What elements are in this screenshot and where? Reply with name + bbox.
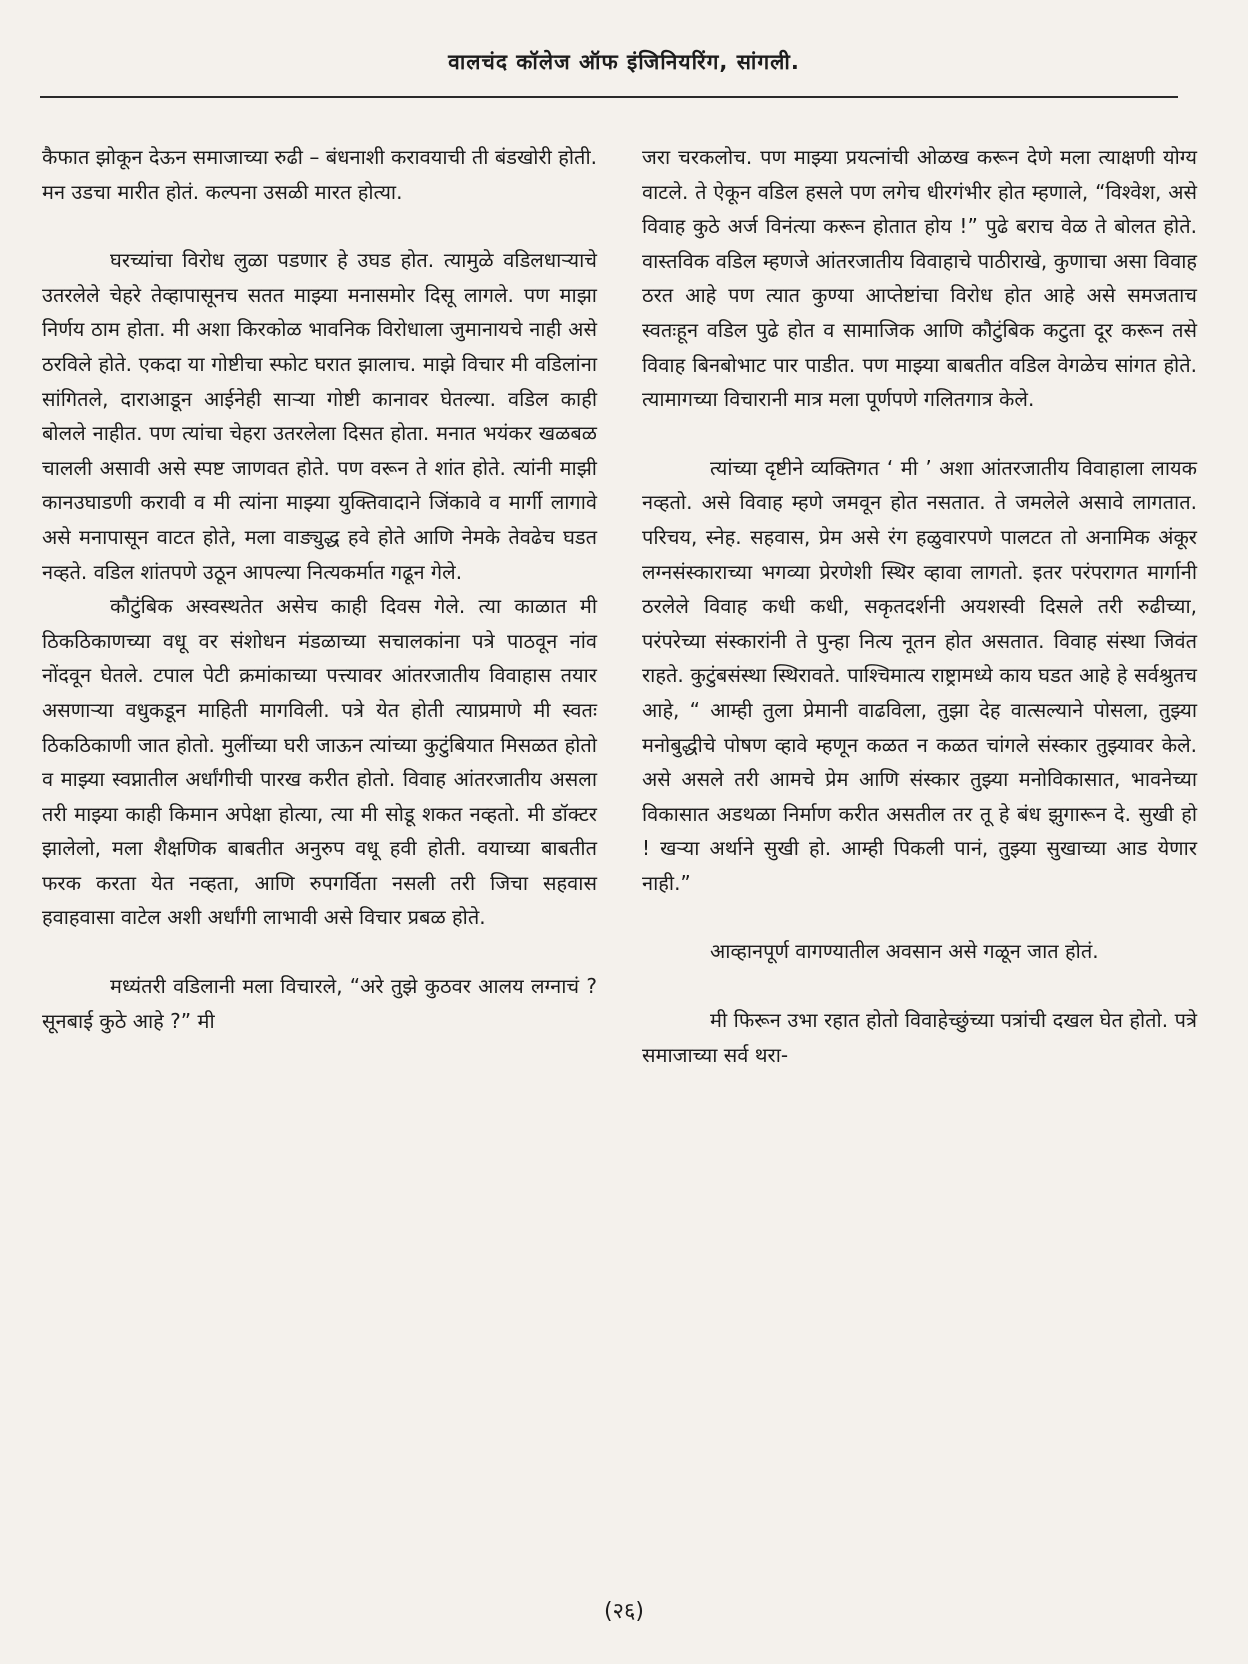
right-column [642, 140, 1197, 1072]
left-paragraph-2: घरच्यांचा विरोध लुळा पडणार हे उघड होत. त्यामुळे वडिलधाऱ्याचे उतरलेले चेहरे तेव्हापासूनच सतत माझ्या मनासमोर दिसू लागले. पण माझा निर्णय ठाम होता. मी अशा किरकोळ भावनिक विरोधाला जुमानायचे नाही असे ठरविले होते. एकदा या गोष्टीचा स्फोट घरात झालाच. माझे विचार मी वडिलांना सांगितले, दाराआडून आईनेही साऱ्या गोष्टी कानावर घेतल्या. वडिल काही बोलले नाहीत. पण त्यांचा चेहरा उतरलेला दिसत होता. मनात भयंकर खळबळ चालली असावी असे स्पष्ट जाणवत होते. पण वरून ते शांत होते. त्यांनी माझी कानउघाडणी करावी व मी त्यांना माझ्या युक्तिवादाने जिंकावे व मार्गी लागावे असे मनापासून वाटत होते, मला वाङ्युद्ध हवे होते आणि नेमके तेवढेच घडत नव्हते. वडिल शांतपणे उठून आपल्या नित्यकर्मात गढून गेले. [42, 248, 597, 584]
page-number: (२६) [603, 1599, 645, 1624]
right-paragraph-4: मी फिरून उभा रहात होतो विवाहेच्छुंच्या पत्रांची दखल घेत होतो. पत्रे समाजाच्या सर्व थरा- [642, 1008, 1197, 1067]
left-paragraph-3: कौटुंबिक अस्वस्थतेत असेच काही दिवस गेले. त्या काळात मी ठिकठिकाणच्या वधू वर संशोधन मंडळाच्या सचालकांना पत्रे पाठवून नांव नोंदवून घेतले. टपाल पेटी क्रमांकाच्या पत्त्यावर आंतरजातीय विवाहास तयार असणाऱ्या वधुकडून माहिती मागविली. पत्रे येत होती त्याप्रमाणे मी स्वतः ठिकठिकाणी जात होतो. मुलींच्या घरी जाऊन त्यांच्या कुटुंबियात मिसळत होतो व माझ्या स्वप्नातील अर्धांगीची पारख करीत होतो. विवाह आंतरजातीय असला तरी माझ्या काही किमान अपेक्षा होत्या, त्या मी सोडू शकत नव्हतो. मी डॉक्टर झालेलो, मला शैक्षणिक बाबतीत अनुरुप वधू हवी होती. वयाच्या बाबतीत फरक करता येत नव्हता, आणि रुपगर्विता नसली तरी जिचा सहवास हवाहवासा वाटेल अशी अर्धांगी लाभावी असे विचार प्रबळ होते. [42, 594, 597, 930]
right-paragraph-2: त्यांच्या दृष्टीने व्यक्तिगत ‘ मी ’ अशा आंतरजातीय विवाहाला लायक नव्हतो. असे विवाह म्हणे जमवून होत नसतात. ते जमलेले असावे लागतात. परिचय, स्नेह. सहवास, प्रेम असे रंग हळुवारपणे पालटत तो अनामिक अंकूर लग्नसंस्काराच्या भगव्या प्रेरणेशी स्थिर व्हावा लागतो. इतर परंपरागत मार्गानी ठरलेले विवाह कधी कधी, सकृतदर्शनी अयशस्वी दिसले तरी रुढीच्या, परंपरेच्या संस्कारांनी ते पुन्हा नित्य नूतन होत असतात. विवाह संस्था जिवंत राहते. कुटुंबसंस्था स्थिरावते. पाश्चिमात्य राष्ट्रामध्ये काय घडत आहे हे सर्वश्रुतच आहे, “ आम्ही तुला प्रेमानी वाढविला, तुझा देह वात्सल्याने पोसला, तुझ्या मनोबुद्धीचे पोषण व्हावे म्हणून कळत न कळत चांगले संस्कार तुझ्यावर केले. असे असले तरी आमचे प्रेम आणि संस्कार तुझ्या मनोविकासात, भावनेच्या विकासात अडथळा निर्माण करीत असतील तर तू हे बंध झुगारून दे. सुखी हो ! खऱ्या अर्थाने सुखी हो. आम्ही पिकली पानं, तुझ्या सुखाच्या आड येणार नाही.” [642, 455, 1197, 895]
page-header: वालचंद कॉलेज ऑफ इंजिनियरिंग, सांगली. [448, 50, 800, 74]
left-paragraph-4: मध्यंतरी वडिलानी मला विचारले, “अरे तुझे कुठवर आलय लग्नाचं ? सूनबाई कुठे आहे ?” मी [42, 974, 597, 1033]
header-rule [40, 96, 1178, 98]
right-paragraph-1: जरा चरकलोच. पण माझ्या प्रयत्नांची ओळख करून देणे मला त्याक्षणी योग्य वाटले. ते ऐकून वडिल हसले पण लगेच धीरगंभीर होत म्हणाले, “विश्वेश, असे विवाह कुठे अर्ज विनंत्या करून होतात होय !” पुढे बराच वेळ ते बोलत होते. वास्तविक वडिल म्हणजे आंतरजातीय विवाहाचे पाठीराखे, कुणाचा असा विवाह ठरत आहे पण त्यात कुण्या आप्तेष्टांचा विरोध होत आहे असे समजताच स्वतःहून वडिल पुढे होत व सामाजिक आणि कौटुंबिक कटुता दूर करून तसे विवाह बिनबोभाट पार पाडीत. पण माझ्या बाबतीत वडिल वेगळेच सांगत होते. त्यामागच्या विचारानी मात्र मला पूर्णपणे गलितगात्र केले. [642, 145, 1197, 412]
left-column [42, 140, 597, 1038]
left-paragraph-1: कैफात झोकून देऊन समाजाच्या रुढी – बंधनाशी करावयाची ती बंडखोरी होती. मन उडचा मारीत होतं. कल्पना उसळी मारत होत्या. [42, 145, 597, 204]
right-paragraph-3: आव्हानपूर्ण वागण्यातील अवसान असे गळून जात होतं. [710, 939, 1099, 964]
